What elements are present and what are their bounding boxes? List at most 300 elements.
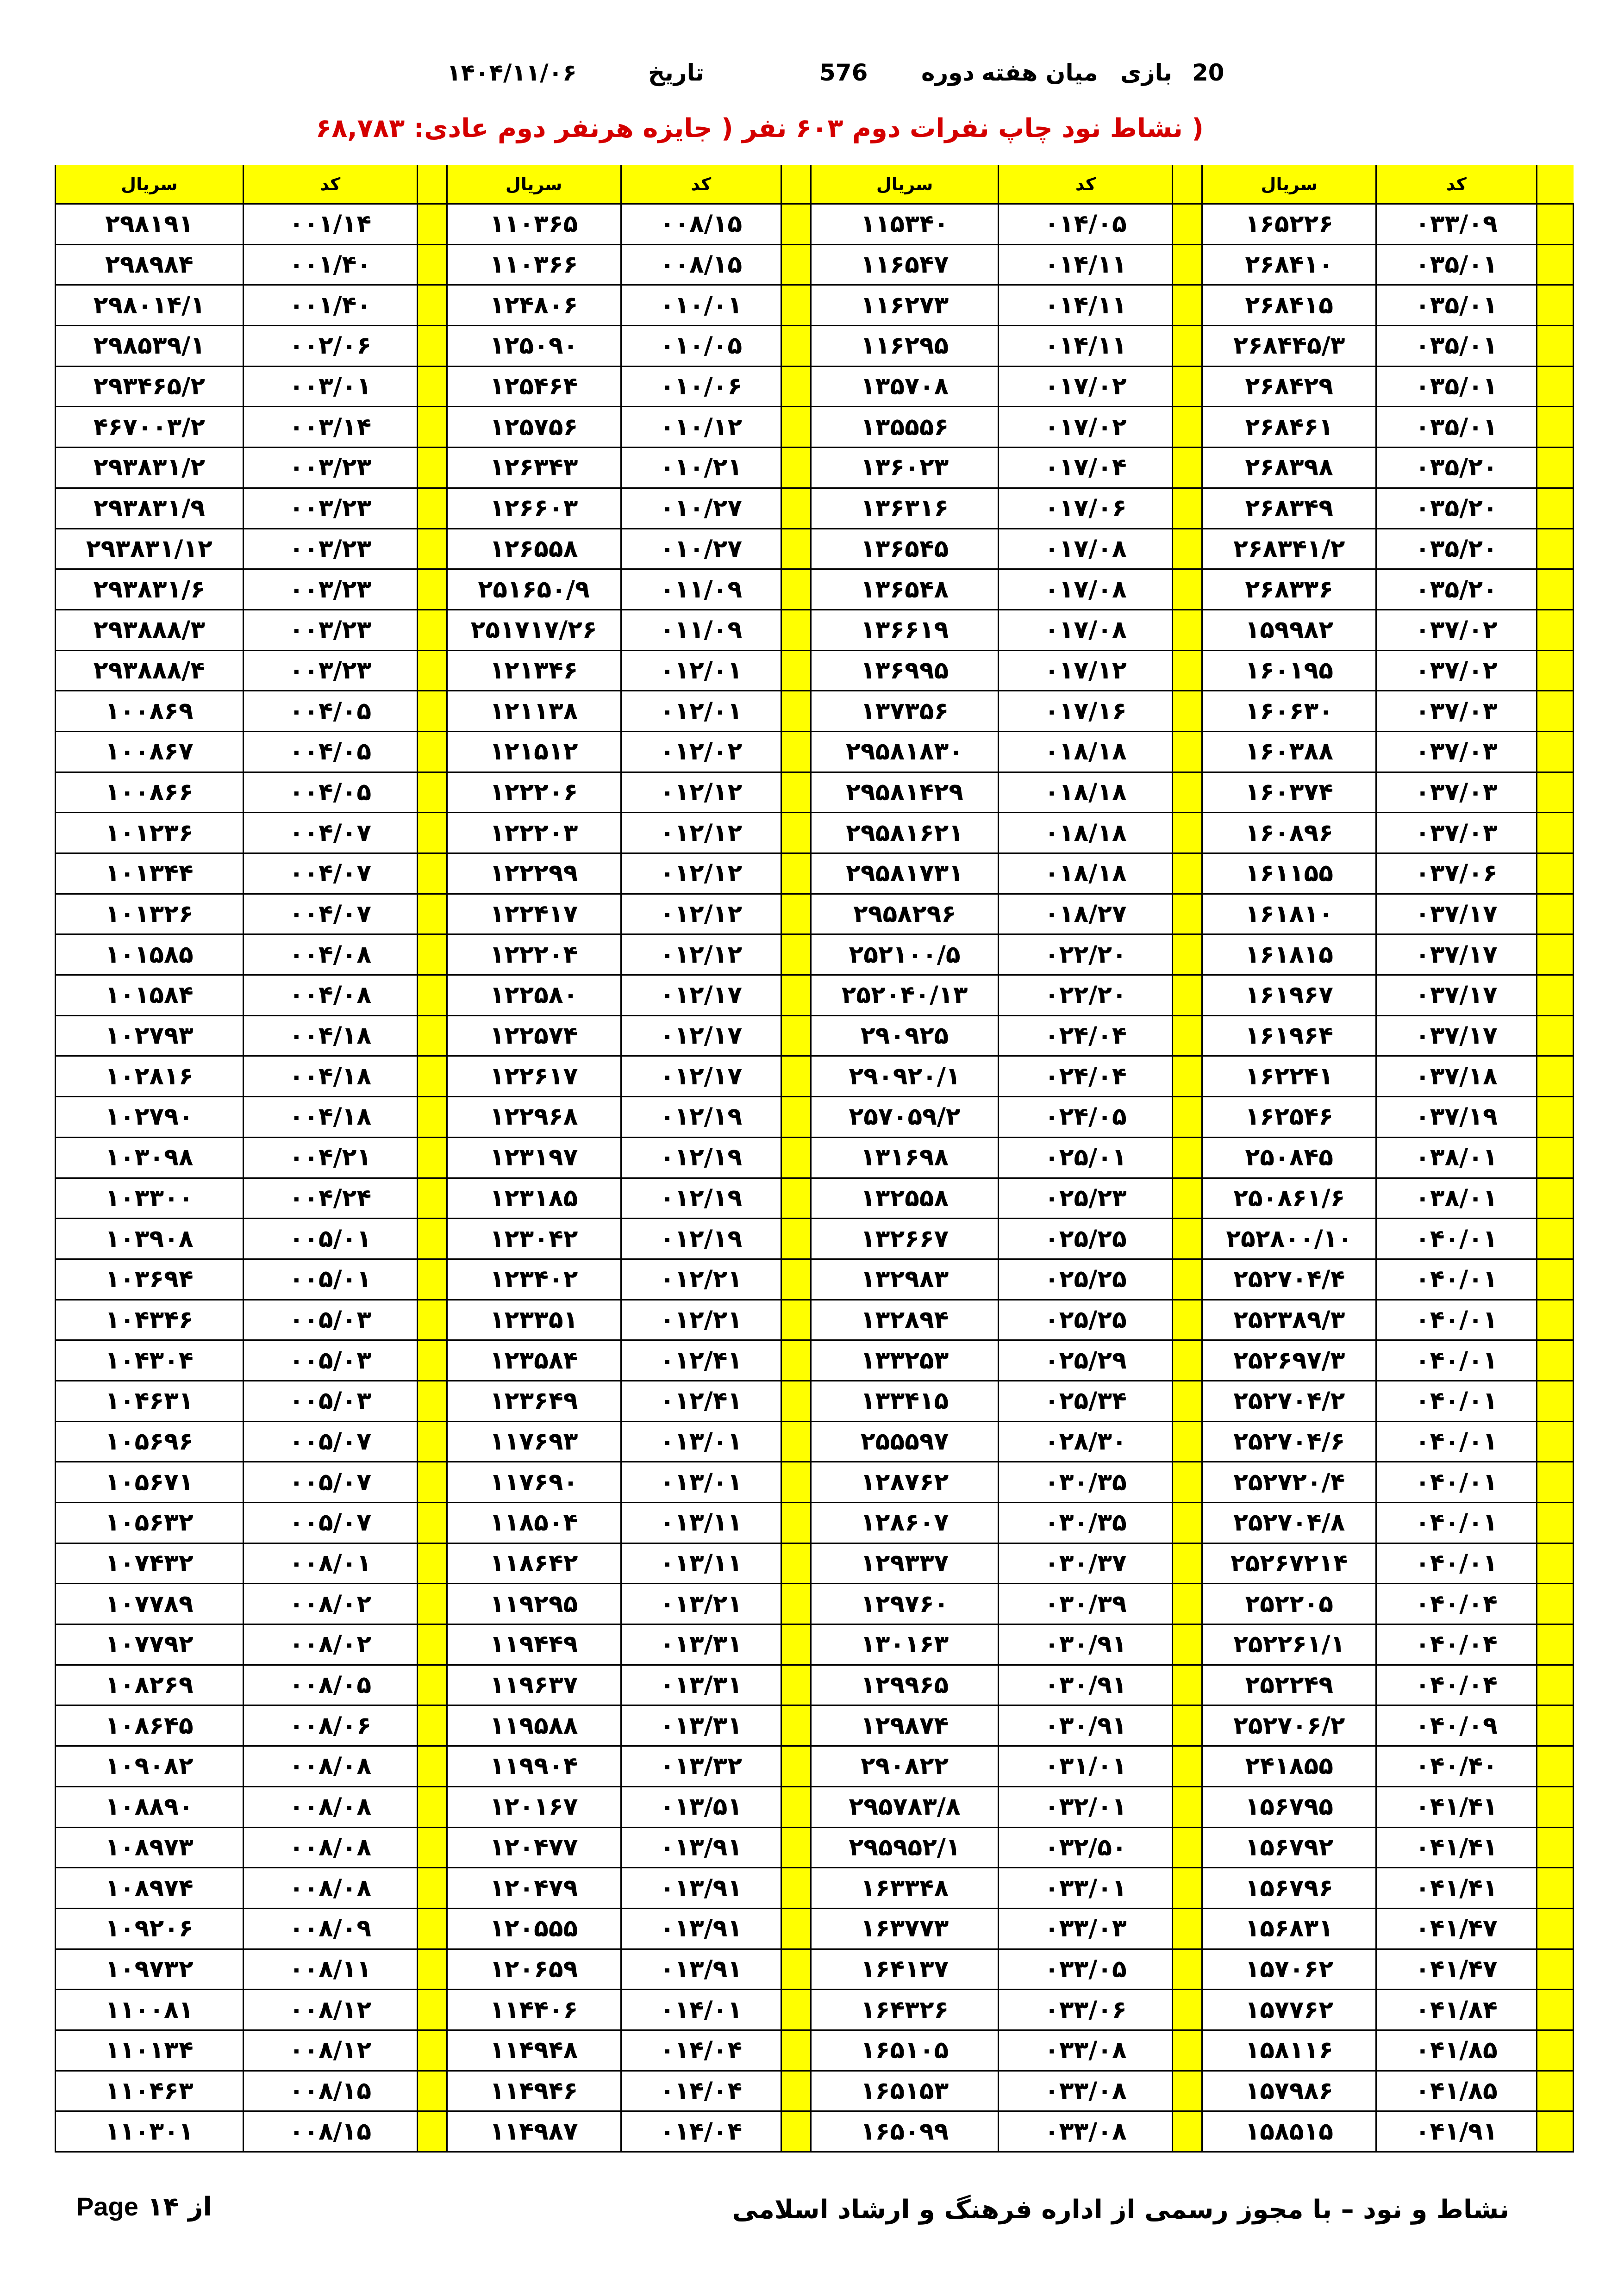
table-row	[56, 1584, 1574, 1624]
serial-cell: ۲۵۰۸۶۱/۶	[1202, 1178, 1376, 1219]
code-cell: ۰۴۰/۰۱	[1376, 1381, 1537, 1421]
code-cell: ۰۰۸/۰۸	[243, 1868, 417, 1909]
column-separator	[1173, 244, 1202, 285]
code-cell: ۰۳۷/۰۲	[1376, 610, 1537, 650]
row-edge	[1537, 853, 1574, 894]
code-cell: ۰۲۵/۲۹	[999, 1340, 1173, 1381]
serial-cell: ۲۶۸۳۳۶	[1202, 569, 1376, 610]
serial-cell: ۱۰۷۷۸۹	[56, 1584, 244, 1624]
code-cell: ۰۱۰/۱۲	[621, 407, 781, 448]
serial-cell: ۱۳۶۳۱۶	[811, 488, 999, 529]
table-row	[56, 244, 1574, 285]
column-separator	[781, 1543, 811, 1584]
serial-cell: ۱۶۰۶۳۰	[1202, 691, 1376, 732]
serial-cell: ۲۶۸۴۱۰	[1202, 244, 1376, 285]
serial-cell: ۱۲۰۶۵۹	[447, 1949, 621, 1990]
code-cell: ۰۳۳/۰۸	[999, 2030, 1173, 2071]
code-cell: ۰۱۰/۰۵	[621, 326, 781, 367]
column-separator	[781, 204, 811, 245]
code-cell: ۰۰۸/۱۲	[243, 1990, 417, 2030]
serial-cell: ۱۰۷۷۹۲	[56, 1624, 244, 1665]
serial-cell: ۱۲۹۹۶۵	[811, 1665, 999, 1705]
column-separator	[417, 204, 447, 245]
column-separator	[417, 1300, 447, 1340]
serial-cell: ۱۵۶۷۹۶	[1202, 1868, 1376, 1909]
serial-cell: ۱۵۶۸۳۱	[1202, 1908, 1376, 1949]
code-cell: ۰۱۰/۰۱	[621, 285, 781, 326]
code-cell: ۰۴۱/۸۵	[1376, 2030, 1537, 2071]
code-cell: ۰۲۵/۲۵	[999, 1219, 1173, 1259]
column-separator	[417, 1056, 447, 1097]
serial-cell: ۱۶۵۰۹۹	[811, 2111, 999, 2152]
column-separator	[1173, 1705, 1202, 1746]
serial-cell: ۱۳۰۱۶۳	[811, 1624, 999, 1665]
serial-cell: ۱۵۸۵۱۵	[1202, 2111, 1376, 2152]
code-cell: ۰۳۸/۰۱	[1376, 1178, 1537, 1219]
row-edge	[1537, 1219, 1574, 1259]
column-separator	[1173, 1746, 1202, 1787]
code-cell: ۰۱۷/۰۸	[999, 569, 1173, 610]
serial-cell: ۱۱۶۲۹۵	[811, 326, 999, 367]
column-separator	[781, 285, 811, 326]
serial-cell: ۱۲۸۷۶۲	[811, 1462, 999, 1503]
code-cell: ۰۴۱/۸۴	[1376, 1990, 1537, 2030]
code-cell: ۰۰۸/۱۲	[243, 2030, 417, 2071]
code-cell: ۰۱۳/۲۱	[621, 1584, 781, 1624]
serial-cell: ۱۰۷۴۳۲	[56, 1543, 244, 1584]
code-cell: ۰۳۰/۳۹	[999, 1584, 1173, 1624]
serial-cell: ۱۶۵۱۰۵	[811, 2030, 999, 2071]
table-row	[56, 488, 1574, 529]
serial-cell: ۲۵۲۷۰۴/۴	[1202, 1259, 1376, 1300]
serial-cell: ۲۶۸۴۲۹	[1202, 366, 1376, 407]
code-cell: ۰۰۵/۰۱	[243, 1259, 417, 1300]
code-cell: ۰۰۴/۲۴	[243, 1178, 417, 1219]
code-cell: ۰۱۷/۰۲	[999, 366, 1173, 407]
code-cell: ۰۳۰/۳۵	[999, 1462, 1173, 1503]
code-cell: ۰۰۸/۱۵	[243, 2111, 417, 2152]
code-cell: ۰۳۷/۱۷	[1376, 934, 1537, 975]
code-cell: ۰۰۸/۰۵	[243, 1665, 417, 1705]
code-cell: ۰۴۰/۰۱	[1376, 1259, 1537, 1300]
serial-cell: ۱۵۷۹۸۶	[1202, 2071, 1376, 2111]
code-cell: ۰۱۸/۱۸	[999, 813, 1173, 853]
code-cell: ۰۱۱/۰۹	[621, 569, 781, 610]
code-cell: ۰۰۴/۲۱	[243, 1137, 417, 1178]
serial-cell: ۱۱۸۶۴۲	[447, 1543, 621, 1584]
code-cell: ۰۰۳/۲۳	[243, 448, 417, 488]
code-cell: ۰۰۳/۱۴	[243, 407, 417, 448]
column-separator	[1173, 772, 1202, 813]
serial-cell: ۱۲۹۳۳۷	[811, 1543, 999, 1584]
column-separator	[417, 1786, 447, 1827]
table-row	[56, 853, 1574, 894]
table-row	[56, 1300, 1574, 1340]
column-separator	[417, 853, 447, 894]
table-row	[56, 448, 1574, 488]
serial-cell: ۱۲۲۲۰۶	[447, 772, 621, 813]
table-row	[56, 1259, 1574, 1300]
column-separator	[1173, 894, 1202, 934]
code-cell: ۰۳۵/۰۱	[1376, 244, 1537, 285]
serial-cell: ۱۱۹۴۴۹	[447, 1624, 621, 1665]
code-cell: ۰۳۳/۰۵	[999, 1949, 1173, 1990]
column-separator	[1173, 488, 1202, 529]
column-separator	[417, 1178, 447, 1219]
column-separator	[1173, 1868, 1202, 1909]
serial-cell: ۱۲۹۸۷۴	[811, 1705, 999, 1746]
header-separator	[1173, 165, 1202, 204]
serial-cell: ۱۰۲۷۹۳	[56, 1015, 244, 1056]
row-edge	[1537, 1462, 1574, 1503]
code-cell: ۰۰۵/۰۷	[243, 1421, 417, 1462]
row-edge	[1537, 204, 1574, 245]
serial-cell: ۱۰۳۳۰۰	[56, 1178, 244, 1219]
table-row	[56, 1624, 1574, 1665]
code-cell: ۰۳۳/۰۸	[999, 2111, 1173, 2152]
column-separator	[417, 1868, 447, 1909]
table-row	[56, 326, 1574, 367]
code-cell: ۰۳۵/۰۱	[1376, 366, 1537, 407]
code-cell: ۰۰۳/۲۳	[243, 650, 417, 691]
code-cell: ۰۰۴/۰۷	[243, 813, 417, 853]
serial-cell: ۱۱۹۶۳۷	[447, 1665, 621, 1705]
code-cell: ۰۳۷/۱۷	[1376, 1015, 1537, 1056]
code-cell: ۰۴۰/۰۱	[1376, 1340, 1537, 1381]
code-cell: ۰۳۰/۹۱	[999, 1705, 1173, 1746]
code-cell: ۰۴۱/۸۵	[1376, 2071, 1537, 2111]
column-separator	[417, 813, 447, 853]
serial-cell: ۱۲۴۸۰۶	[447, 285, 621, 326]
header-code: کد	[1376, 165, 1537, 204]
column-separator	[781, 934, 811, 975]
code-cell: ۰۳۰/۳۵	[999, 1503, 1173, 1543]
serial-cell: ۱۶۰۸۹۶	[1202, 813, 1376, 853]
column-separator	[417, 1543, 447, 1584]
serial-cell: ۱۰۲۸۱۶	[56, 1056, 244, 1097]
column-separator	[417, 366, 447, 407]
table-row	[56, 1178, 1574, 1219]
serial-cell: ۱۰۱۵۸۴	[56, 975, 244, 1016]
row-edge	[1537, 934, 1574, 975]
code-cell: ۰۳۳/۰۶	[999, 1990, 1173, 2030]
serial-cell: ۲۵۱۷۱۷/۲۶	[447, 610, 621, 650]
serial-cell: ۲۹۰۹۲۰/۱	[811, 1056, 999, 1097]
code-cell: ۰۰۸/۰۹	[243, 1908, 417, 1949]
column-separator	[1173, 1178, 1202, 1219]
serial-cell: ۱۵۹۹۸۲	[1202, 610, 1376, 650]
code-cell: ۰۱۲/۴۱	[621, 1340, 781, 1381]
code-cell: ۰۰۵/۰۷	[243, 1503, 417, 1543]
code-cell: ۰۳۵/۰۱	[1376, 407, 1537, 448]
code-cell: ۰۰۴/۱۸	[243, 1097, 417, 1138]
serial-cell: ۲۵۲۷۰۶/۲	[1202, 1705, 1376, 1746]
serial-cell: ۲۹۵۸۱۷۳۱	[811, 853, 999, 894]
serial-cell: ۱۳۵۵۵۶	[811, 407, 999, 448]
column-separator	[1173, 1908, 1202, 1949]
column-separator	[1173, 204, 1202, 245]
serial-cell: ۱۲۲۶۱۷	[447, 1056, 621, 1097]
column-separator	[781, 1868, 811, 1909]
row-edge	[1537, 1381, 1574, 1421]
serial-cell: ۲۵۲۶۹۷/۳	[1202, 1340, 1376, 1381]
page-total: ۱۴	[147, 2192, 179, 2222]
column-separator	[1173, 529, 1202, 569]
serial-cell: ۲۵۲۶۷۲۱۴	[1202, 1543, 1376, 1584]
code-cell: ۰۲۸/۳۰	[999, 1421, 1173, 1462]
serial-cell: ۲۵۲۲۶۱/۱	[1202, 1624, 1376, 1665]
column-separator	[781, 1381, 811, 1421]
serial-cell: ۱۳۲۸۹۴	[811, 1300, 999, 1340]
column-separator	[417, 2111, 447, 2152]
serial-cell: ۱۲۲۴۱۷	[447, 894, 621, 934]
row-edge	[1537, 1868, 1574, 1909]
column-separator	[417, 650, 447, 691]
code-cell: ۰۱۳/۳۲	[621, 1746, 781, 1787]
table-row	[56, 366, 1574, 407]
column-separator	[1173, 975, 1202, 1016]
table-row	[56, 1097, 1574, 1138]
code-cell: ۰۰۴/۰۷	[243, 894, 417, 934]
code-cell: ۰۱۷/۰۸	[999, 529, 1173, 569]
serial-cell: ۱۱۸۵۰۴	[447, 1503, 621, 1543]
code-cell: ۰۰۲/۰۶	[243, 326, 417, 367]
column-separator	[417, 1137, 447, 1178]
serial-cell: ۲۹۸۹۸۴	[56, 244, 244, 285]
column-separator	[417, 1421, 447, 1462]
code-cell: ۰۰۳/۰۱	[243, 366, 417, 407]
serial-cell: ۱۲۳۰۴۲	[447, 1219, 621, 1259]
table-row	[56, 934, 1574, 975]
serial-cell: ۱۲۶۵۵۸	[447, 529, 621, 569]
column-separator	[1173, 2111, 1202, 2152]
row-edge	[1537, 1786, 1574, 1827]
row-edge	[1537, 1949, 1574, 1990]
column-separator	[781, 1827, 811, 1868]
code-cell: ۰۰۴/۰۵	[243, 691, 417, 732]
code-cell: ۰۱۲/۱۲	[621, 894, 781, 934]
code-cell: ۰۰۴/۱۸	[243, 1015, 417, 1056]
row-edge	[1537, 1097, 1574, 1138]
column-separator	[781, 1015, 811, 1056]
column-separator	[417, 772, 447, 813]
code-cell: ۰۰۸/۰۸	[243, 1786, 417, 1827]
column-separator	[1173, 650, 1202, 691]
serial-cell: ۱۲۳۳۵۱	[447, 1300, 621, 1340]
serial-cell: ۱۲۲۵۷۴	[447, 1015, 621, 1056]
column-separator	[781, 326, 811, 367]
row-edge	[1537, 1543, 1574, 1584]
row-edge	[1537, 1503, 1574, 1543]
serial-cell: ۲۹۳۸۳۱/۹	[56, 488, 244, 529]
serial-cell: ۱۱۶۵۴۷	[811, 244, 999, 285]
column-separator	[1173, 1827, 1202, 1868]
serial-cell: ۱۰۲۷۹۰	[56, 1097, 244, 1138]
code-cell: ۰۲۴/۰۴	[999, 1056, 1173, 1097]
code-cell: ۰۱۱/۰۹	[621, 610, 781, 650]
serial-cell: ۱۶۴۳۲۶	[811, 1990, 999, 2030]
code-cell: ۰۳۷/۱۸	[1376, 1056, 1537, 1097]
serial-cell: ۲۹۸۵۳۹/۱	[56, 326, 244, 367]
code-cell: ۰۳۵/۰۱	[1376, 285, 1537, 326]
code-cell: ۰۰۱/۱۴	[243, 204, 417, 245]
serial-cell: ۱۰۳۶۹۴	[56, 1259, 244, 1300]
code-cell: ۰۰۱/۴۰	[243, 244, 417, 285]
column-separator	[1173, 1990, 1202, 2030]
serial-cell: ۱۶۱۸۱۰	[1202, 894, 1376, 934]
serial-cell: ۱۱۴۹۴۸	[447, 2030, 621, 2071]
serial-cell: ۱۰۴۳۰۴	[56, 1340, 244, 1381]
serial-cell: ۱۱۹۵۸۸	[447, 1705, 621, 1746]
column-separator	[781, 772, 811, 813]
serial-cell: ۲۹۳۸۳۱/۲	[56, 448, 244, 488]
code-cell: ۰۴۰/۰۴	[1376, 1624, 1537, 1665]
row-edge	[1537, 529, 1574, 569]
column-separator	[781, 448, 811, 488]
table-row	[56, 2111, 1574, 2152]
code-cell: ۰۳۰/۹۱	[999, 1624, 1173, 1665]
column-separator	[417, 448, 447, 488]
column-separator	[1173, 1097, 1202, 1138]
code-cell: ۰۲۴/۰۴	[999, 1015, 1173, 1056]
serial-cell: ۲۵۷۰۵۹/۲	[811, 1097, 999, 1138]
column-separator	[781, 1665, 811, 1705]
page-of: از	[188, 2192, 212, 2222]
code-cell: ۰۱۷/۰۸	[999, 610, 1173, 650]
column-separator	[781, 2030, 811, 2071]
serial-cell: ۱۰۸۲۶۹	[56, 1665, 244, 1705]
publisher-note: نشاط و نود – با مجوز رسمی از اداره فرهنگ و ارشاد اسلامی	[732, 2195, 1509, 2225]
serial-cell: ۱۲۵۰۹۰	[447, 326, 621, 367]
column-separator	[1173, 1421, 1202, 1462]
serial-cell: ۱۲۵۷۵۶	[447, 407, 621, 448]
column-separator	[1173, 1137, 1202, 1178]
week-label: میان هفته	[981, 59, 1098, 86]
column-separator	[417, 2030, 447, 2071]
table-row	[56, 1015, 1574, 1056]
code-cell: ۰۱۷/۰۴	[999, 448, 1173, 488]
serial-cell: ۲۵۲۷۲۰/۴	[1202, 1462, 1376, 1503]
serial-cell: ۱۲۲۲۰۳	[447, 813, 621, 853]
code-cell: ۰۳۱/۰۱	[999, 1746, 1173, 1787]
serial-cell: ۱۳۳۲۵۳	[811, 1340, 999, 1381]
code-cell: ۰۲۵/۲۵	[999, 1300, 1173, 1340]
serial-cell: ۲۹۰۹۲۵	[811, 1015, 999, 1056]
code-cell: ۰۰۵/۰۳	[243, 1300, 417, 1340]
table-row	[56, 1990, 1574, 2030]
table-row	[56, 1381, 1574, 1421]
row-edge	[1537, 1908, 1574, 1949]
serial-cell: ۱۵۸۱۱۶	[1202, 2030, 1376, 2071]
column-separator	[1173, 1543, 1202, 1584]
code-cell: ۰۱۲/۱۲	[621, 772, 781, 813]
code-cell: ۰۳۲/۰۱	[999, 1786, 1173, 1827]
column-separator	[1173, 1259, 1202, 1300]
column-separator	[781, 1421, 811, 1462]
code-cell: ۰۰۴/۱۸	[243, 1056, 417, 1097]
serial-cell: ۲۹۵۸۲۹۶	[811, 894, 999, 934]
column-separator	[1173, 1503, 1202, 1543]
code-cell: ۰۳۷/۱۷	[1376, 975, 1537, 1016]
table-row	[56, 1543, 1574, 1584]
column-separator	[781, 1786, 811, 1827]
table-row	[56, 650, 1574, 691]
row-edge	[1537, 1421, 1574, 1462]
table-row	[56, 731, 1574, 772]
code-cell: ۰۱۳/۰۱	[621, 1462, 781, 1503]
code-cell: ۰۰۴/۰۵	[243, 731, 417, 772]
serial-cell: ۱۰۵۶۳۲	[56, 1503, 244, 1543]
serial-cell: ۱۲۵۴۶۴	[447, 366, 621, 407]
row-edge	[1537, 1056, 1574, 1097]
code-cell: ۰۱۳/۹۱	[621, 1949, 781, 1990]
code-cell: ۰۳۵/۲۰	[1376, 488, 1537, 529]
serial-cell: ۱۰۴۶۳۱	[56, 1381, 244, 1421]
code-cell: ۰۱۰/۰۶	[621, 366, 781, 407]
serial-cell: ۱۶۱۱۵۵	[1202, 853, 1376, 894]
column-separator	[781, 1705, 811, 1746]
row-edge	[1537, 731, 1574, 772]
column-separator	[1173, 1949, 1202, 1990]
code-cell: ۰۰۴/۰۸	[243, 934, 417, 975]
code-cell: ۰۲۵/۲۵	[999, 1259, 1173, 1300]
code-cell: ۰۳۸/۰۱	[1376, 1137, 1537, 1178]
column-separator	[417, 569, 447, 610]
code-cell: ۰۴۰/۰۴	[1376, 1665, 1537, 1705]
column-separator	[1173, 813, 1202, 853]
row-edge	[1537, 326, 1574, 367]
serial-cell: ۲۹۳۸۳۱/۱۲	[56, 529, 244, 569]
serial-cell: ۱۲۶۶۰۳	[447, 488, 621, 529]
code-cell: ۰۱۷/۱۶	[999, 691, 1173, 732]
code-cell: ۰۱۷/۰۶	[999, 488, 1173, 529]
row-edge	[1537, 1178, 1574, 1219]
column-separator	[1173, 731, 1202, 772]
column-separator	[781, 894, 811, 934]
serial-cell: ۱۱۷۶۹۰	[447, 1462, 621, 1503]
code-cell: ۰۴۰/۰۱	[1376, 1462, 1537, 1503]
serial-cell: ۱۱۴۹۸۷	[447, 2111, 621, 2152]
serial-cell: ۱۱۰۰۸۱	[56, 1990, 244, 2030]
column-separator	[781, 2071, 811, 2111]
column-separator	[1173, 1624, 1202, 1665]
serial-cell: ۱۲۰۴۷۹	[447, 1868, 621, 1909]
row-edge	[1537, 448, 1574, 488]
code-cell: ۰۱۲/۱۹	[621, 1097, 781, 1138]
serial-cell: ۱۲۲۲۹۹	[447, 853, 621, 894]
table-row	[56, 1340, 1574, 1381]
period-label: دوره	[921, 59, 975, 86]
column-separator	[1173, 934, 1202, 975]
code-cell: ۰۱۲/۱۹	[621, 1219, 781, 1259]
serial-cell: ۱۶۲۵۴۶	[1202, 1097, 1376, 1138]
winners-table	[55, 165, 1574, 2153]
column-separator	[417, 1990, 447, 2030]
column-separator	[1173, 1340, 1202, 1381]
column-separator	[781, 529, 811, 569]
code-cell: ۰۰۸/۰۲	[243, 1584, 417, 1624]
serial-cell: ۱۶۵۲۲۶	[1202, 204, 1376, 245]
code-cell: ۰۴۰/۰۱	[1376, 1503, 1537, 1543]
code-cell: ۰۴۰/۰۴	[1376, 1584, 1537, 1624]
code-cell: ۰۱۰/۲۱	[621, 448, 781, 488]
code-cell: ۰۱۳/۳۱	[621, 1705, 781, 1746]
serial-cell: ۲۹۳۸۳۱/۶	[56, 569, 244, 610]
code-cell: ۰۳۳/۰۱	[999, 1868, 1173, 1909]
code-cell: ۰۱۷/۱۲	[999, 650, 1173, 691]
code-cell: ۰۱۲/۱۹	[621, 1178, 781, 1219]
serial-cell: ۲۵۲۷۰۴/۸	[1202, 1503, 1376, 1543]
